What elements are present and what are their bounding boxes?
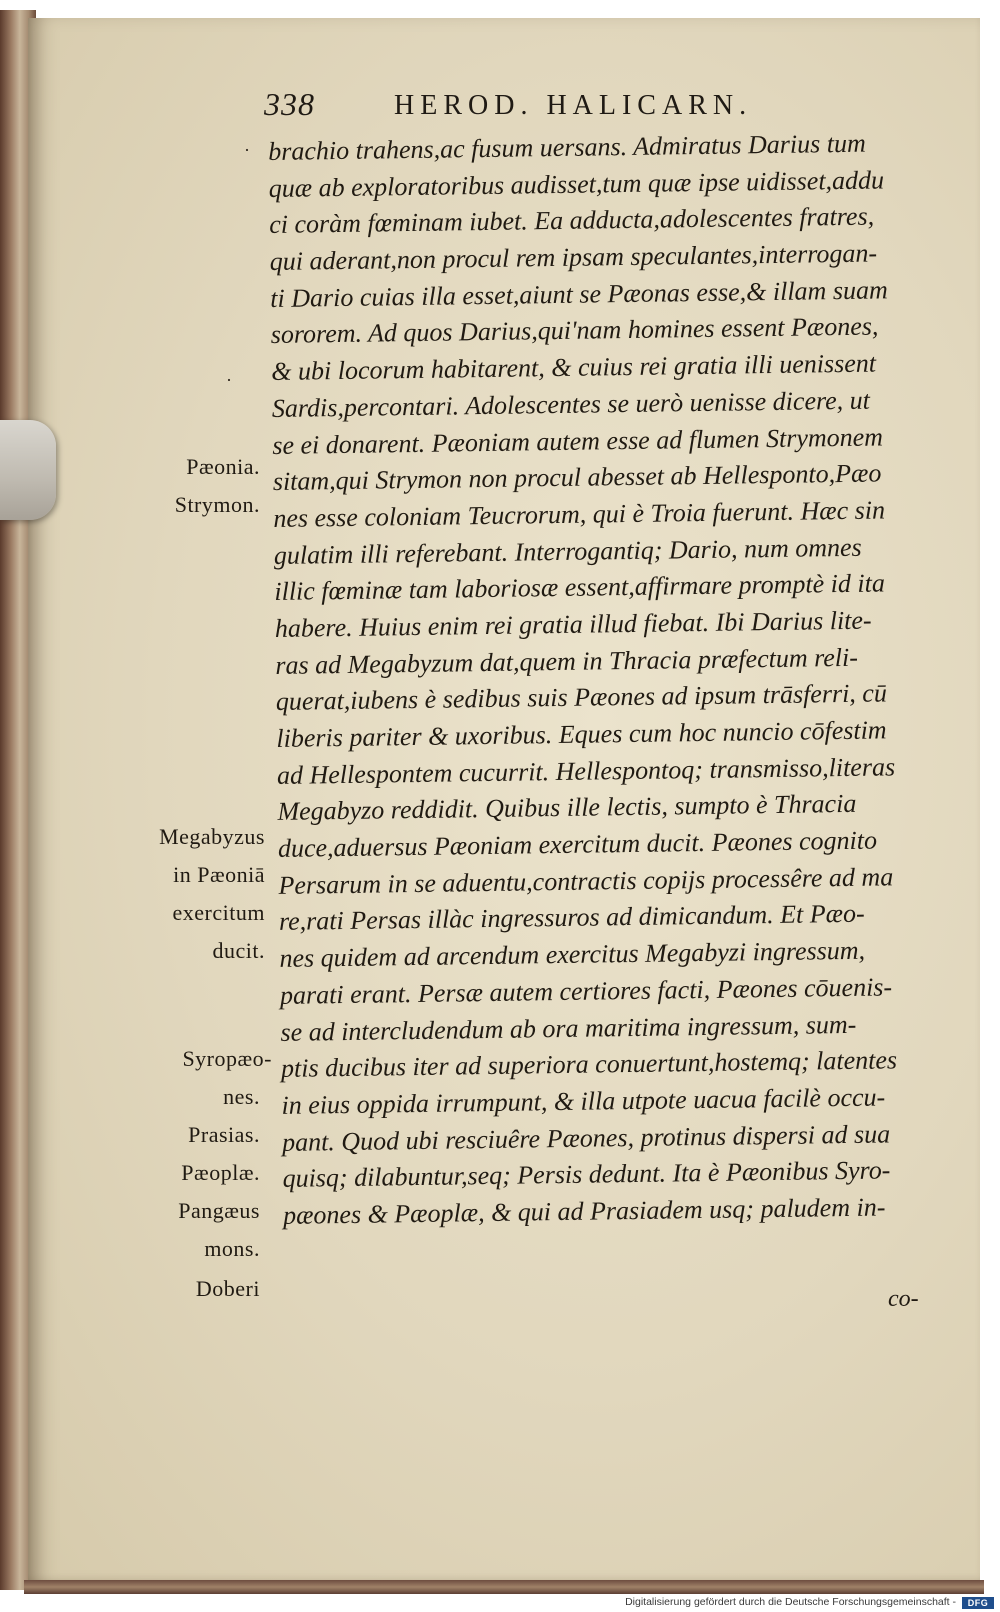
text-line: pæones & Pæoplæ, & qui ad Prasiadem usq; paludem in- xyxy=(282,1192,886,1230)
book-bottom-edge xyxy=(24,1580,984,1594)
side-note-doberi: Doberi xyxy=(195,1276,260,1301)
side-note-strymon: Strymon. xyxy=(174,492,260,517)
side-note-pangaeus: mons. xyxy=(204,1236,260,1261)
side-note-megabyzus: in Pæoniā xyxy=(173,862,265,887)
running-head: HEROD. HALICARN. xyxy=(394,90,753,121)
text-line: Megabyzo reddidit. Quibus ille lectis, sumpto è Thracia xyxy=(277,789,857,827)
dfg-logo: DFG xyxy=(962,1597,994,1609)
text-line: duce,aduersus Pæoniam exercitum ducit. Pæones cognito xyxy=(277,825,878,863)
page-clip xyxy=(0,420,56,520)
text-line: nes quidem ad arcendum exercitus Megabyzi ingressum, xyxy=(279,935,866,974)
page-header xyxy=(264,86,944,126)
text-line: illic fœminæ tam laboriosæ essent,affirmare promptè id ita xyxy=(274,568,886,607)
side-note-paeonia: Pæonia. xyxy=(186,454,260,479)
text-line: ptis ducibus iter ad superiora conuertunt,hostemq; latentes xyxy=(280,1045,898,1084)
side-note-megabyzus: Megabyzus xyxy=(159,824,265,849)
text-line: brachio trahens,ac fusum uersans. Admiratus Darius tum xyxy=(268,128,866,166)
text-line: re,rati Persas illàc ingressuros ad dimicandum. Et Pæo- xyxy=(278,899,865,937)
margin-mark: · xyxy=(244,140,250,160)
side-note-pangaeus: Pangæus xyxy=(178,1198,260,1223)
text-line: ci coràm fœminam iubet. Ea adducta,adolescentes fratres, xyxy=(269,201,875,240)
text-line: sitam,qui Strymon non procul abesset ab Hellesponto,Pæo xyxy=(272,458,882,497)
text-line: qui aderant,non procul rem ipsam speculantes,interrogan- xyxy=(269,238,878,277)
text-line: & ubi locorum habitarent, & cuius rei gratia illi uenissent xyxy=(271,348,877,387)
text-line: ad Hellespontem cucurrit. Hellespontoq; transmisso,literas xyxy=(276,751,896,790)
text-line: sororem. Ad quos Darius,qui'nam homines essent Pæones, xyxy=(270,311,879,350)
side-note-syropaeones: nes. xyxy=(223,1084,260,1109)
text-line: ti Dario cuias illa esset,aiunt se Pæonas esse,& illam suam xyxy=(270,275,888,313)
digitization-credit: Digitalisierung gefördert durch die Deutsche Forschungsgemeinschaft - xyxy=(625,1596,956,1608)
text-line: ras ad Megabyzum dat,quem in Thracia præfectum reli- xyxy=(275,642,859,680)
text-line: quæ ab exploratoribus audisset,tum quæ ipse uidisset,addu xyxy=(268,165,885,203)
side-note-megabyzus: exercitum xyxy=(172,900,265,925)
text-line: habere. Huius enim rei gratia illud fiebat. Ibi Darius lite- xyxy=(274,605,872,643)
text-line: in eius oppida irrumpunt, & illa utpote uacua facilè occu- xyxy=(281,1082,886,1120)
side-note-prasias: Prasias. xyxy=(188,1122,260,1147)
body-text xyxy=(268,125,943,1235)
text-line: gulatim illi referebant. Interrogantiq; Dario, num omnes xyxy=(273,532,862,570)
page-number: 338 xyxy=(264,86,315,122)
text-line: liberis pariter & uxoribus. Eques cum hoc nuncio cōfestim xyxy=(276,715,887,753)
text-line: Sardis,percontari. Adolescentes se uerò uenisse dicere, ut xyxy=(271,385,871,423)
text-line: se ei donarent. Pæoniam autem esse ad flumen Strymonem xyxy=(272,421,884,460)
margin-mark: · xyxy=(226,370,232,390)
side-note-paeoplae: Pæoplæ. xyxy=(181,1160,260,1185)
text-line: quisq; dilabuntur,seq; Persis dedunt. Ita è Pæonibus Syro- xyxy=(282,1155,891,1194)
catchword: co- xyxy=(888,1286,919,1312)
text-line: se ad intercludendum ab ora maritima ingressum, sum- xyxy=(280,1009,857,1047)
text-line: querat,iubens è sedibus suis Pæones ad ipsum trāsferri, cū xyxy=(275,678,888,717)
text-line: pant. Quod ubi resciuêre Pæones, protinus dispersi ad sua xyxy=(281,1118,891,1157)
text-line: parati erant. Persæ autem certiores facti, Pæones cōuenis- xyxy=(279,972,893,1010)
side-note-syropaeones: Syropæo- xyxy=(182,1046,272,1071)
side-note-megabyzus: ducit. xyxy=(212,938,265,963)
text-line: Persarum in se aduentu,contractis copijs processêre ad ma xyxy=(278,862,894,900)
text-line: nes esse coloniam Teucrorum, qui è Troia fuerunt. Hæc sin xyxy=(273,495,886,533)
